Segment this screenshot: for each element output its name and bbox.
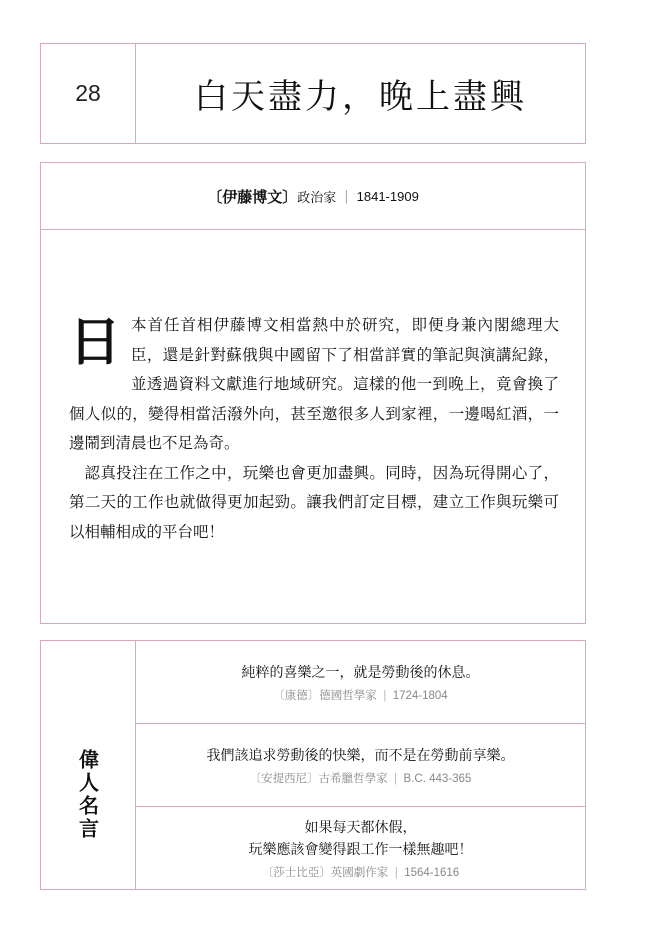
article-body [69, 311, 559, 547]
page-header [40, 43, 586, 144]
quotes-heading: 偉人名言 [75, 749, 100, 841]
quotes-box [40, 640, 586, 890]
quotes-sidebar [41, 641, 136, 889]
quote-years: B.C. 443-365 [403, 772, 472, 785]
quote-item [136, 723, 585, 806]
byline-role: 政治家 [297, 190, 337, 206]
drop-cap: 日 [69, 313, 122, 373]
byline [41, 163, 585, 230]
quote-attribution [250, 770, 472, 786]
quote-separator: | [394, 865, 399, 879]
page-number: 28 [75, 80, 101, 106]
quote-text-line-2: 玩樂應該會變得跟工作一樣無趣吧！ [248, 842, 473, 858]
quote-years: 1564-1616 [404, 867, 460, 879]
quote-text: 純粹的喜樂之一，就是勞動後的休息。 [241, 664, 480, 681]
quote-author: 〔莎士比亞〕英國劇作家 [261, 865, 389, 879]
article-paragraph-2: 認真投注在工作之中，玩樂也會更加盡興。同時，因為玩得開心了，第二天的工作也就做得更加起勁。讓我們訂定目標，建立工作與玩樂可以相輔相成的平台吧！ [69, 463, 559, 541]
quote-author: 〔康德〕德國哲學家 [273, 687, 377, 702]
article-paragraph-1 [69, 311, 559, 459]
quote-attribution [273, 687, 447, 703]
page-title: 白天盡力，晚上盡興 [194, 77, 527, 117]
byline-name: 〔伊藤博文〕 [207, 187, 298, 206]
byline-years: 1841-1909 [356, 188, 419, 204]
quote-separator: | [393, 770, 398, 785]
quote-attribution [262, 864, 459, 880]
quote-years: 1724-1804 [392, 689, 448, 702]
quote-item [136, 806, 585, 890]
article-box [40, 162, 586, 624]
quote-separator: | [382, 687, 387, 702]
quote-text: 我們該追求勞動後的快樂，而不是在勞動前享樂。 [206, 747, 515, 764]
paragraph-1-text: 本首任首相伊藤博文相當熱中於研究，即便身兼內閣總理大臣，還是針對蘇俄與中國留下了相當詳實的筆記與演講紀錄，並透過資料文獻進行地域研究。這樣的他一到晚上，竟會換了個人似的，變得相當活潑外向，甚至邀很多人到家裡，一邊喝紅酒，一邊鬧到清晨也不足為奇。 [69, 316, 559, 452]
byline-separator: | [344, 188, 349, 204]
quote-text: 如果每天都休假， [304, 820, 417, 836]
quote-author: 〔安提西尼〕古希臘哲學家 [249, 770, 388, 785]
quote-item [136, 641, 585, 723]
